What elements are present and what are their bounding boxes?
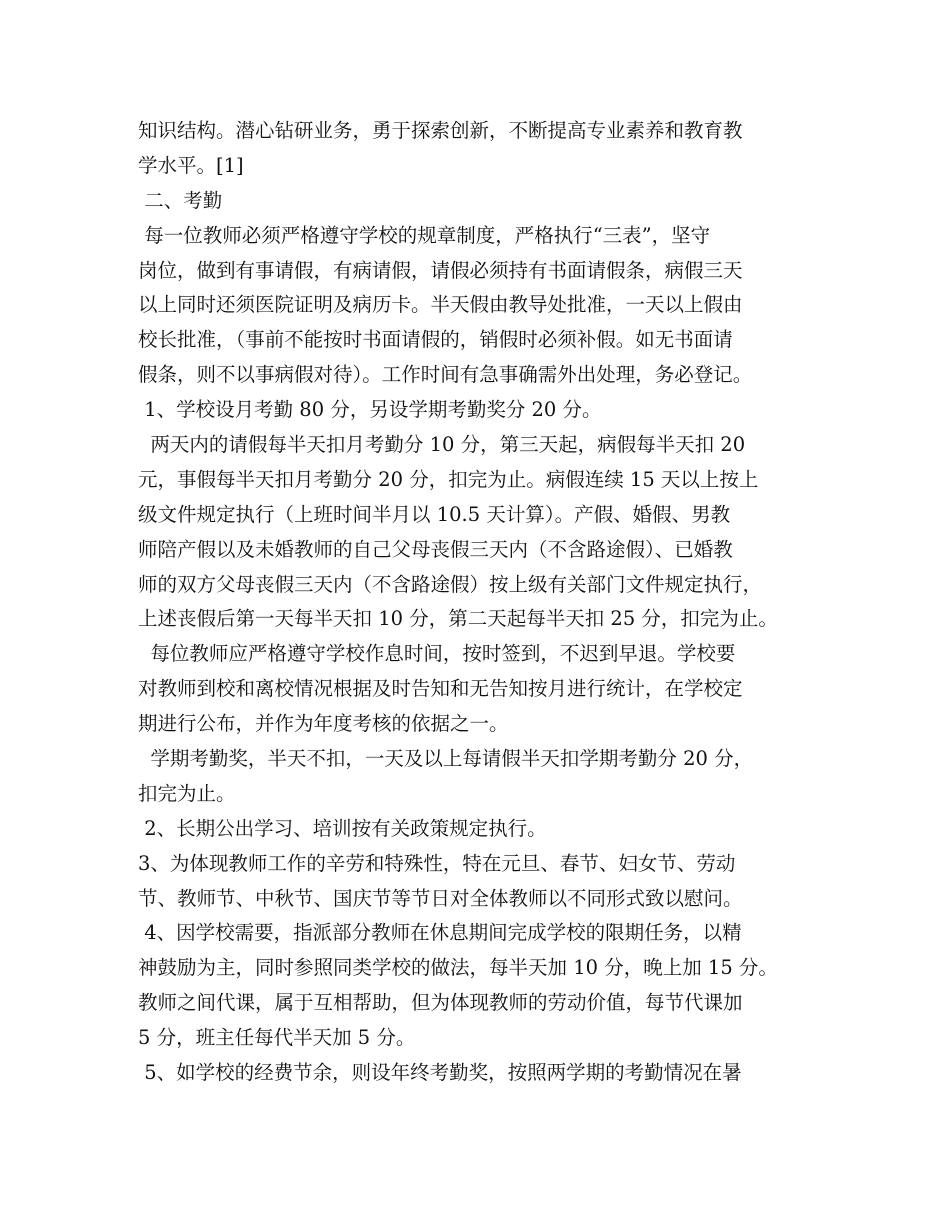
text-line: 2、长期公出学习、培训按有关政策规定执行。 (138, 816, 547, 840)
text-line: 5、如学校的经费节余，则设年终考勤奖，按照两学期的考勤情况在暑 (138, 1061, 742, 1085)
text-line: 4、因学校需要，指派部分教师在休息期间完成学校的限期任务，以精 (138, 921, 742, 945)
text-line: 校长批准，（事前不能按时书面请假的，销假时必须补假。如无书面请 (138, 328, 733, 352)
document-page (138, 114, 828, 1091)
text-line: 3、为体现教师工作的辛劳和特殊性，特在元旦、春节、妇女节、劳动 (138, 851, 736, 875)
text-line: 学水平。[1] (138, 153, 244, 177)
text-line: 上述丧假后第一天每半天扣 10 分，第二天起每半天扣 25 分，扣完为止。 (138, 607, 778, 631)
text-line: 元，事假每半天扣月考勤分 20 分，扣完为止。病假连续 15 天以上按上 (138, 467, 759, 491)
text-line: 对教师到校和离校情况根据及时告知和无告知按月进行统计，在学校定 (138, 677, 743, 701)
text-line: 两天内的请假每半天扣月考勤分 10 分，第三天起，病假每半天扣 20 (138, 433, 746, 457)
text-line: 级文件规定执行（上班时间半月以 10.5 天计算）。产假、婚假、男教 (138, 502, 731, 526)
text-line: 扣完为止。 (138, 781, 236, 805)
section-heading: 二、考勤 (138, 188, 223, 212)
text-line: 学期考勤奖，半天不扣，一天及以上每请假半天扣学期考勤分 20 分， (138, 747, 754, 771)
text-line: 教师之间代课，属于互相帮助，但为体现教师的劳动价值，每节代课加 (138, 991, 743, 1015)
text-line: 假条，则不以事病假对待）。工作时间有急事确需外出处理，务必登记。 (138, 363, 753, 387)
text-line: 节、教师节、中秋节、国庆节等节日对全体教师以不同形式致以慰问。 (138, 886, 743, 910)
text-line: 期进行公布，并作为年度考核的依据之一。 (138, 712, 509, 736)
text-line: 知识结构。潜心钻研业务，勇于探索创新，不断提高专业素养和教育教 (138, 119, 743, 142)
text-line: 岗位，做到有事请假，有病请假，请假必须持有书面请假条，病假三天 (138, 258, 743, 282)
text-line: 师的双方父母丧假三天内（不含路途假）按上级有关部门文件规定执行， (138, 572, 763, 596)
text-line: 每位教师应严格遵守学校作息时间，按时签到，不迟到早退。学校要 (138, 642, 736, 666)
text-line: 每一位教师必须严格遵守学校的规章制度，严格执行“三表”，坚守 (138, 223, 711, 247)
text-line: 神鼓励为主，同时参照同类学校的做法，每半天加 10 分，晚上加 15 分。 (138, 956, 778, 980)
text-line: 师陪产假以及未婚教师的自己父母丧假三天内（不含路途假）、已婚教 (138, 537, 733, 561)
text-line: 以上同时还须医院证明及病历卡。半天假由教导处批准，一天以上假由 (138, 293, 743, 317)
text-line: 5 分，班主任每代半天加 5 分。 (138, 1026, 416, 1050)
text-line: 1、学校设月考勤 80 分，另设学期考勤奖分 20 分。 (138, 398, 602, 422)
